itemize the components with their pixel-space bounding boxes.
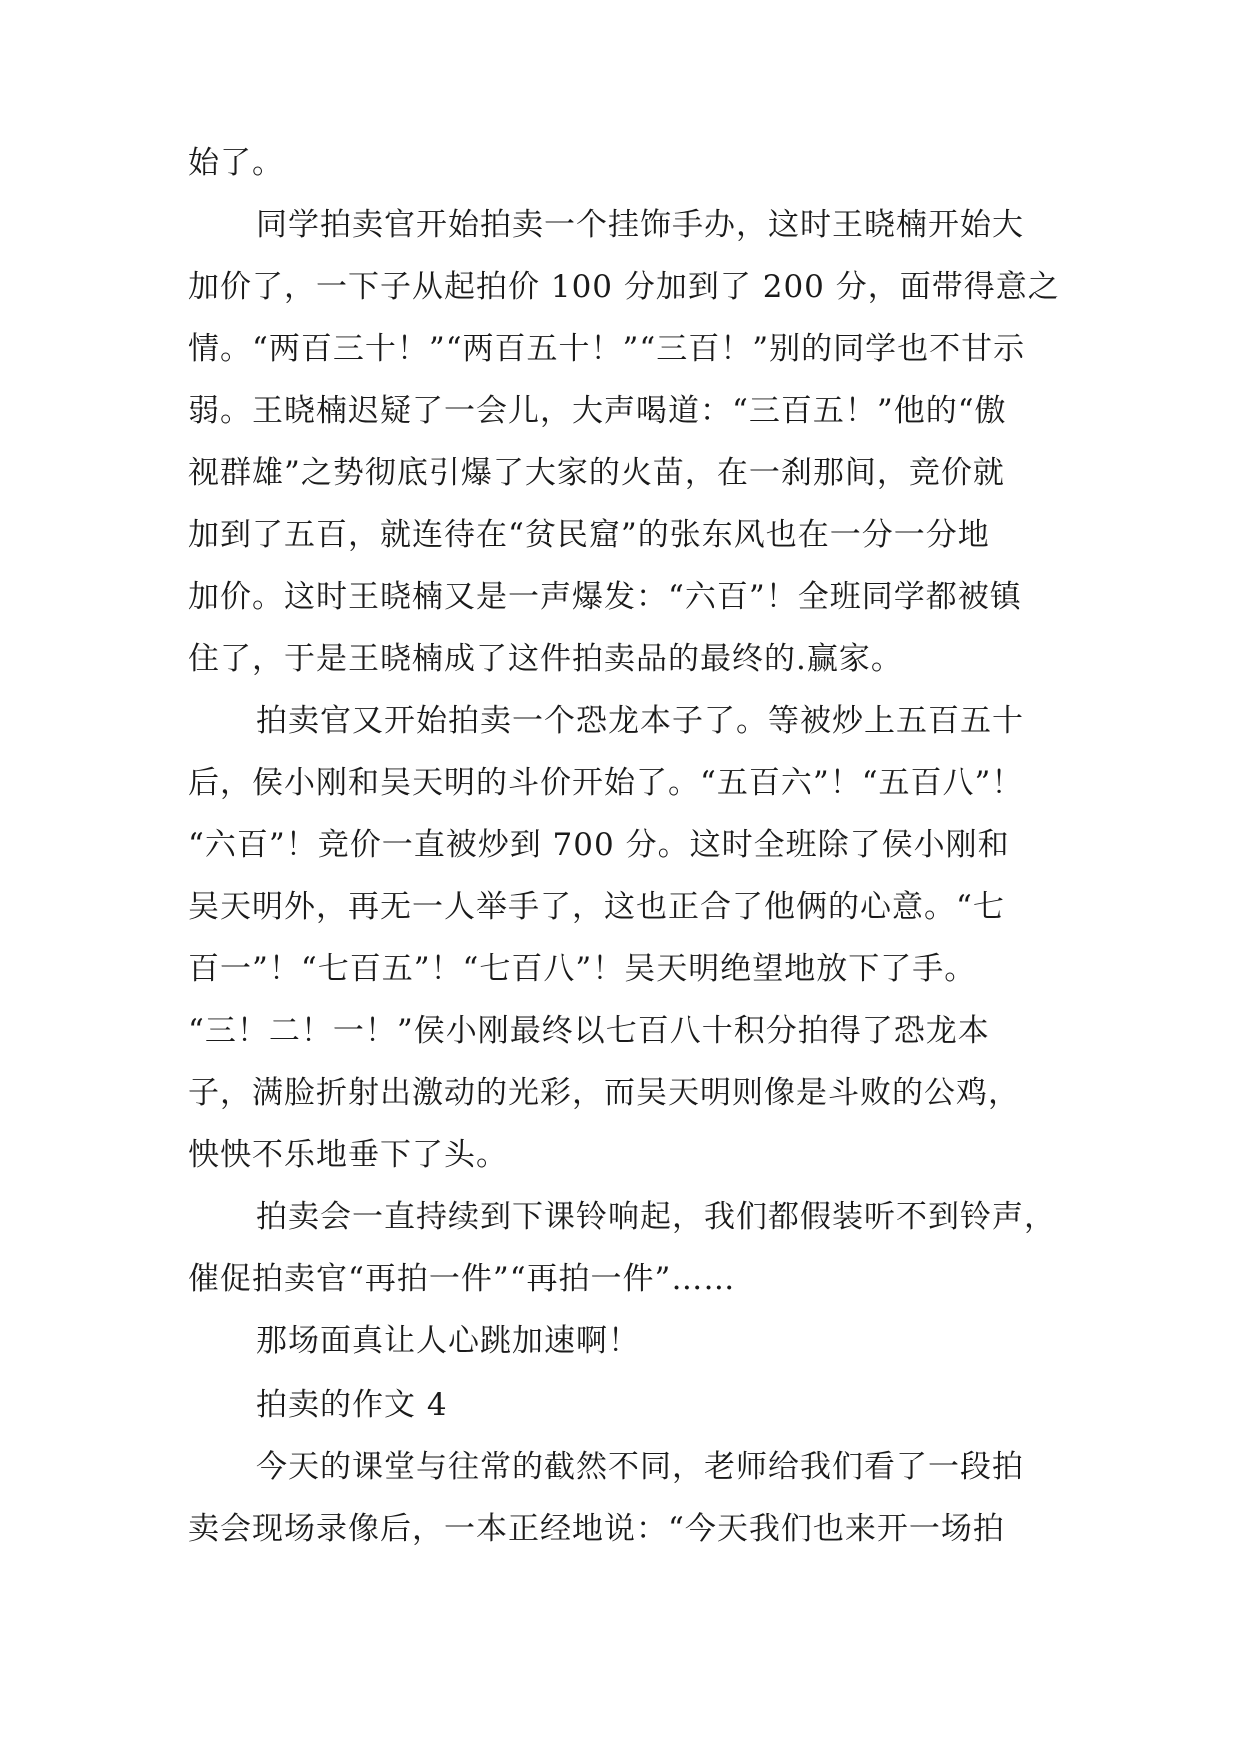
text-line: 卖会现场录像后，一本正经地说：“今天我们也来开一场拍 [188,1511,1005,1547]
text-line: 百一”！“七百五”！“七百八”！吴天明绝望地放下了手。 [188,951,977,987]
text-line: 始了。 [188,145,284,181]
text-line: 那场面真让人心跳加速啊！ [256,1323,640,1359]
text-line: 情。“两百三十！”“两百五十！”“三百！”别的同学也不甘示 [188,331,1026,367]
text-line: 加价。这时王晓楠又是一声爆发：“六百”！全班同学都被镇 [188,579,1022,615]
text-line: “三！二！一！”侯小刚最终以七百八十积分拍得了恐龙本 [188,1013,990,1049]
text-line: 催促拍卖官“再拍一件”“再拍一件”…… [188,1261,736,1297]
section-heading: 拍卖的作文 4 [256,1387,448,1423]
text-line: 加到了五百，就连待在“贫民窟”的张东风也在一分一分地 [188,517,990,553]
text-line: 住了，于是王晓楠成了这件拍卖品的最终的.赢家。 [188,641,903,677]
text-line: 吴天明外，再无一人举手了，这也正合了他俩的心意。“七 [188,889,1005,925]
text-line: 怏怏不乐地垂下了头。 [188,1137,508,1173]
text-line: 弱。王晓楠迟疑了一会儿，大声喝道：“三百五！”他的“傲 [188,393,1007,429]
text-line: 后，侯小刚和吴天明的斗价开始了。“五百六”！“五百八”！ [188,765,1024,801]
text-line: 拍卖会一直持续到下课铃响起，我们都假装听不到铃声， [256,1199,1056,1235]
body-text-bottom [188,1436,1068,1560]
text-line: 子，满脸折射出激动的光彩，而吴天明则像是斗败的公鸡， [188,1075,1020,1111]
text-line: 视群雄”之势彻底引爆了大家的火苗，在一刹那间，竞价就 [188,455,1005,491]
text-line: “六百”！竞价一直被炒到 700 分。这时全班除了侯小刚和 [188,827,1010,863]
body-text-top [188,132,1068,1372]
text-line: 同学拍卖官开始拍卖一个挂饰手办，这时王晓楠开始大 [256,207,1024,243]
text-line: 加价了，一下子从起拍价 100 分加到了 200 分，面带得意之 [188,269,1060,305]
text-line: 今天的课堂与往常的截然不同，老师给我们看了一段拍 [256,1449,1024,1485]
text-line: 拍卖官又开始拍卖一个恐龙本子了。等被炒上五百五十 [256,703,1024,739]
